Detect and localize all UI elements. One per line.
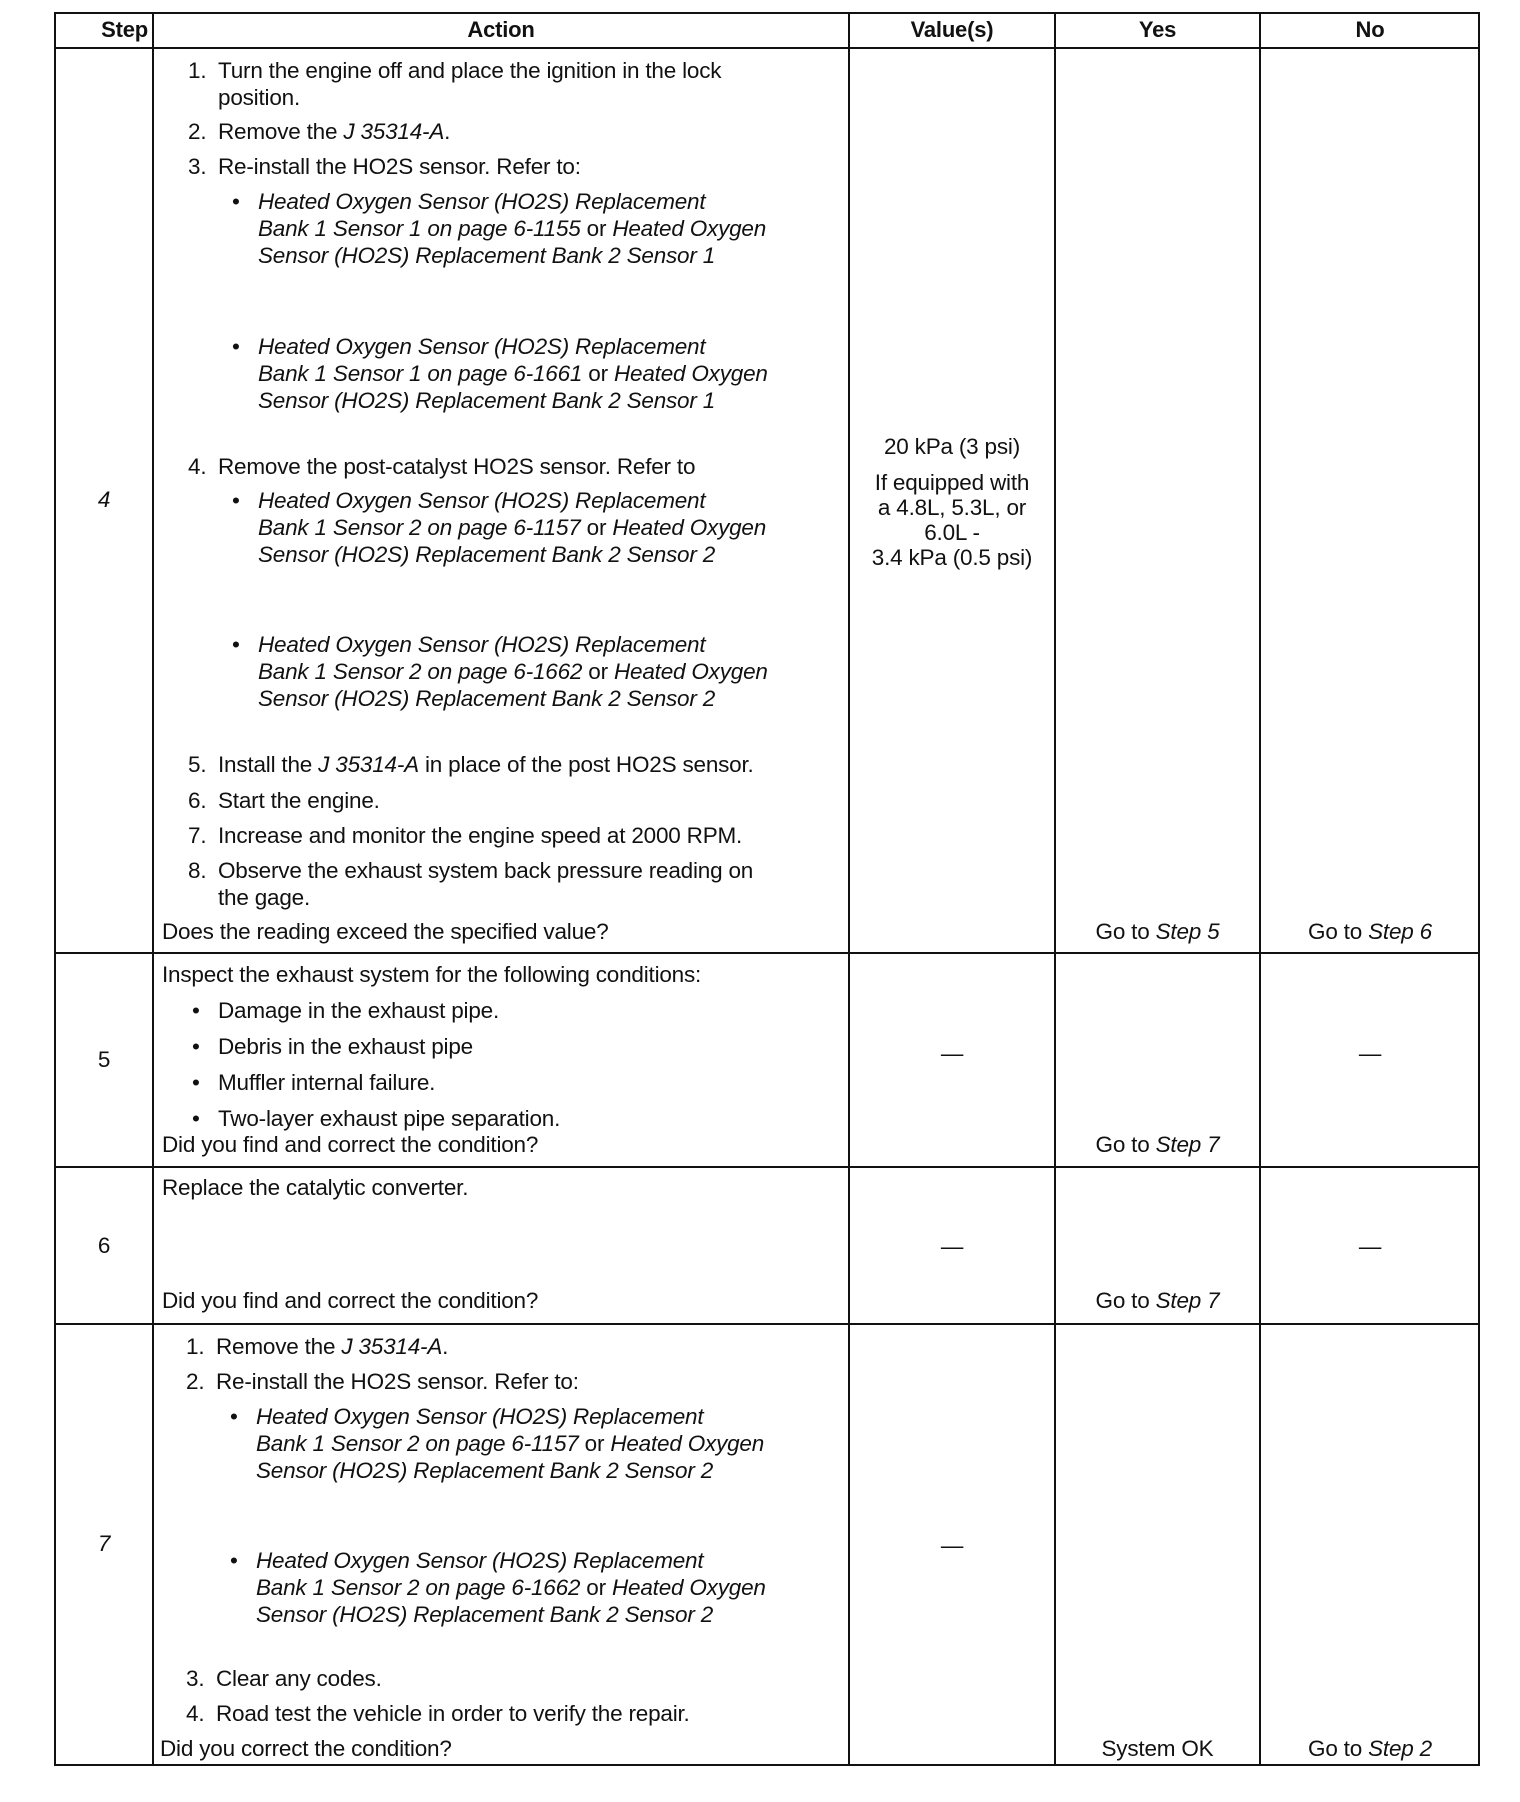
reference-bullet-line: Bank 1 Sensor 2 on page 6-1662 or Heated Oxygen — [258, 659, 768, 684]
value-line: a 4.8L, 5.3L, or — [877, 495, 1027, 520]
reference-bullet-line: Bank 1 Sensor 2 on page 6-1157 or Heated Oxygen — [256, 1431, 765, 1456]
reference-bullet-line: Sensor (HO2S) Replacement Bank 2 Sensor 1 — [258, 388, 716, 413]
list-item: 2. Remove the J 35314-A. — [188, 119, 451, 144]
value-line: 6.0L - — [924, 520, 980, 545]
list-item-continuation: position. — [218, 85, 301, 110]
no-dash: — — [1358, 1234, 1382, 1259]
header-values: Value(s) — [910, 17, 994, 42]
list-item: 1. Remove the J 35314-A. — [186, 1334, 449, 1359]
no-link[interactable]: Go to Step 2 — [1308, 1736, 1432, 1761]
yes-link[interactable]: Go to Step 5 — [1095, 919, 1220, 944]
reference-bullet-line: Bank 1 Sensor 1 on page 6-1155 or Heated Oxygen — [258, 216, 767, 241]
step-number: 4 — [97, 487, 111, 512]
list-item: 6. Start the engine. — [188, 788, 380, 813]
reference-bullet: • Heated Oxygen Sensor (HO2S) Replacement — [232, 334, 706, 359]
value-line: 20 kPa (3 psi) — [883, 434, 1020, 459]
header-yes: Yes — [1138, 17, 1177, 42]
reference-bullet-line: Sensor (HO2S) Replacement Bank 2 Sensor 2 — [256, 1458, 714, 1483]
reference-bullet: • Heated Oxygen Sensor (HO2S) Replacement — [232, 632, 706, 657]
step-question: Does the reading exceed the specified value? — [162, 919, 609, 944]
yes-result: System OK — [1101, 1736, 1214, 1761]
row-divider — [54, 1323, 1480, 1325]
condition-bullet: • Damage in the exhaust pipe. — [192, 998, 500, 1023]
reference-bullet-line: Sensor (HO2S) Replacement Bank 2 Sensor 2 — [258, 686, 716, 711]
row-divider — [54, 47, 1480, 49]
step-number: 6 — [97, 1233, 111, 1258]
list-item-continuation: the gage. — [218, 885, 311, 910]
step-question: Did you find and correct the condition? — [162, 1288, 539, 1313]
step-intro: Replace the catalytic converter. — [162, 1175, 469, 1200]
reference-bullet-line: Sensor (HO2S) Replacement Bank 2 Sensor 2 — [256, 1602, 714, 1627]
step-question: Did you correct the condition? — [160, 1736, 452, 1761]
reference-bullet: • Heated Oxygen Sensor (HO2S) Replacement — [230, 1548, 704, 1573]
list-item: 3. Re-install the HO2S sensor. Refer to: — [188, 154, 581, 179]
no-dash: — — [1358, 1041, 1382, 1066]
list-item: 4. Remove the post-catalyst HO2S sensor. Refer to — [188, 454, 696, 479]
reference-bullet: • Heated Oxygen Sensor (HO2S) Replacement — [232, 189, 706, 214]
value-dash: — — [940, 1234, 964, 1259]
list-item: 4. Road test the vehicle in order to verify the repair. — [186, 1701, 690, 1726]
list-item: 7. Increase and monitor the engine speed at 2000 RPM. — [188, 823, 743, 848]
yes-link[interactable]: Go to Step 7 — [1095, 1132, 1220, 1157]
reference-bullet-line: Bank 1 Sensor 2 on page 6-1157 or Heated Oxygen — [258, 515, 767, 540]
reference-bullet-line: Sensor (HO2S) Replacement Bank 2 Sensor 2 — [258, 542, 716, 567]
yes-link[interactable]: Go to Step 7 — [1095, 1288, 1220, 1313]
header-action: Action — [467, 17, 535, 42]
list-item: 5. Install the J 35314-A in place of the post HO2S sensor. — [188, 752, 754, 777]
column-divider — [848, 12, 850, 1766]
value-line: If equipped with — [874, 470, 1030, 495]
value-dash: — — [940, 1533, 964, 1558]
column-divider — [1259, 12, 1261, 1766]
header-no: No — [1355, 17, 1385, 42]
list-item: 8. Observe the exhaust system back pressure reading on — [188, 858, 754, 883]
reference-bullet: • Heated Oxygen Sensor (HO2S) Replacement — [230, 1404, 704, 1429]
row-divider — [54, 1166, 1480, 1168]
column-divider — [152, 12, 154, 1766]
step-question: Did you find and correct the condition? — [162, 1132, 539, 1157]
step-intro: Inspect the exhaust system for the following conditions: — [162, 962, 702, 987]
list-item: 3. Clear any codes. — [186, 1666, 382, 1691]
reference-bullet-line: Bank 1 Sensor 2 on page 6-1662 or Heated Oxygen — [256, 1575, 766, 1600]
condition-bullet: • Two-layer exhaust pipe separation. — [192, 1106, 561, 1131]
step-number: 5 — [97, 1047, 111, 1072]
no-link[interactable]: Go to Step 6 — [1308, 919, 1432, 944]
step-number: 7 — [97, 1531, 111, 1556]
reference-bullet-line: Sensor (HO2S) Replacement Bank 2 Sensor 1 — [258, 243, 716, 268]
reference-bullet-line: Bank 1 Sensor 1 on page 6-1661 or Heated Oxygen — [258, 361, 768, 386]
column-divider — [1054, 12, 1056, 1766]
list-item: 2. Re-install the HO2S sensor. Refer to: — [186, 1369, 579, 1394]
value-line: 3.4 kPa (0.5 psi) — [871, 545, 1033, 570]
header-step: Step — [101, 17, 148, 42]
condition-bullet: • Muffler internal failure. — [192, 1070, 436, 1095]
list-item: 1. Turn the engine off and place the ignition in the lock — [188, 58, 722, 83]
reference-bullet: • Heated Oxygen Sensor (HO2S) Replacement — [232, 488, 706, 513]
value-dash: — — [940, 1041, 964, 1066]
row-divider — [54, 952, 1480, 954]
condition-bullet: • Debris in the exhaust pipe — [192, 1034, 473, 1059]
